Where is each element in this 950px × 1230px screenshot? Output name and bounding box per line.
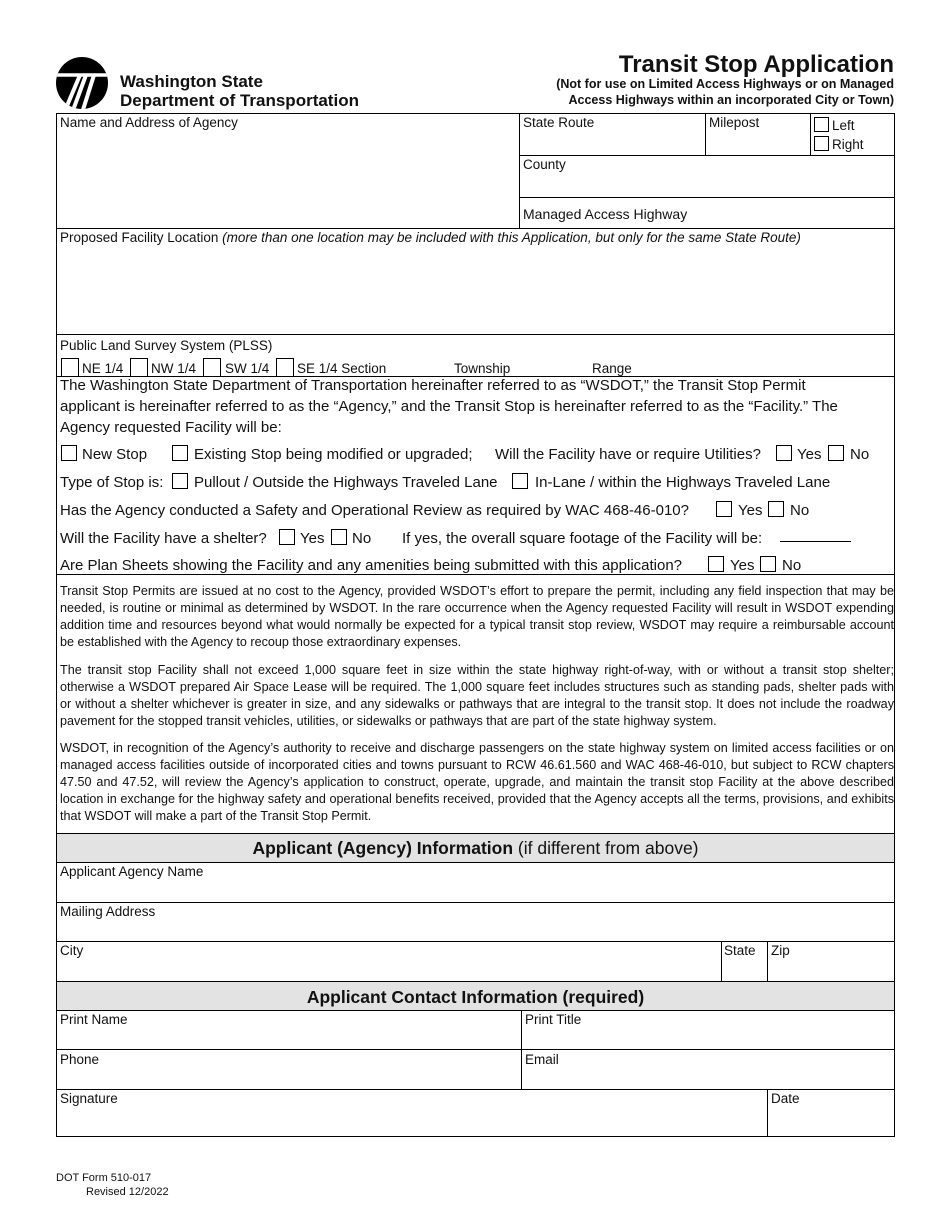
city-label: City — [60, 943, 84, 958]
plss-sw-checkbox[interactable] — [203, 358, 221, 376]
right-label: Right — [832, 137, 864, 152]
applicant-info-title: Applicant (Agency) Information — [252, 838, 514, 858]
left-checkbox[interactable] — [814, 117, 829, 132]
inlane-checkbox[interactable] — [512, 473, 528, 489]
safety-yes-label: Yes — [738, 502, 763, 519]
pullout-label: Pullout / Outside the Highways Traveled Lane — [194, 474, 498, 491]
intro-line2: applicant is hereinafter referred to as the “Agency,” and the Transit Stop is hereinafter referred to as the “Facility.” The — [60, 398, 838, 415]
org-line1: Washington State — [120, 72, 263, 91]
existing-stop-checkbox[interactable] — [172, 445, 188, 461]
safety-no-label: No — [790, 502, 810, 519]
applicant-info-heading — [57, 838, 894, 858]
zip-label: Zip — [771, 943, 790, 958]
shelter-yes-label: Yes — [300, 530, 325, 547]
milepost-label: Milepost — [709, 115, 760, 130]
left-label: Left — [832, 118, 855, 133]
form-number: DOT Form 510-017 — [56, 1172, 152, 1184]
signature-field[interactable] — [57, 1090, 767, 1136]
state-route-label: State Route — [523, 115, 595, 130]
safety-no-checkbox[interactable] — [768, 501, 784, 517]
form-revised: Revised 12/2022 — [86, 1186, 169, 1198]
plan-no-checkbox[interactable] — [760, 556, 776, 572]
utilities-no-checkbox[interactable] — [828, 445, 844, 461]
size-paragraph: The transit stop Facility shall not exceed 1,000 square feet in size within the state highway right-of-way, with or without a transit stop shelter; otherwise a WSDOT prepared Air Space Lease will be required. The 1,000 square feet includes structures such as standing pads, shelter pads with or without a shelter whichever is greater in size, and any sidewalks or pathways that are integral to the transit stop. It does not include the roadway pavement for the stopped transit vehicles, utilities, or sidewalks or pathways that are part of the state highway system. — [60, 663, 894, 728]
plan-yes-checkbox[interactable] — [708, 556, 724, 572]
plss-label: Public Land Survey System (PLSS) — [60, 338, 273, 353]
state-label: State — [724, 943, 756, 958]
utilities-no-label: No — [850, 446, 870, 463]
email-field[interactable] — [522, 1050, 894, 1089]
pullout-checkbox[interactable] — [172, 473, 188, 489]
facility-location-label — [60, 230, 801, 246]
org-name — [120, 72, 359, 110]
utilities-yes-label: Yes — [797, 446, 822, 463]
page-title: Transit Stop Application — [618, 51, 894, 78]
plss-ne-checkbox[interactable] — [61, 358, 79, 376]
shelter-no-label: No — [352, 530, 372, 547]
sqft-question: If yes, the overall square footage of the Facility will be: — [402, 530, 763, 547]
plss-nw-checkbox[interactable] — [130, 358, 148, 376]
mailing-address-label: Mailing Address — [60, 904, 156, 919]
plss-range-label: Range — [592, 361, 632, 376]
city-field[interactable] — [57, 942, 721, 981]
new-stop-checkbox[interactable] — [61, 445, 77, 461]
signature-label: Signature — [60, 1091, 118, 1106]
subtitle-line2: Access Highways within an incorporated City or Town) — [568, 92, 894, 107]
utilities-question: Will the Facility have or require Utilities? — [495, 446, 761, 463]
shelter-question: Will the Facility have a shelter? — [60, 530, 267, 547]
wsdot-logo-icon — [56, 55, 108, 111]
safety-question: Has the Agency conducted a Safety and Operational Review as required by WAC 468-46-010? — [60, 502, 689, 519]
new-stop-label: New Stop — [82, 446, 148, 463]
utilities-yes-checkbox[interactable] — [776, 445, 792, 461]
right-checkbox[interactable] — [814, 136, 829, 151]
date-label: Date — [771, 1091, 800, 1106]
subtitle-line1: (Not for use on Limited Access Highways or on Managed — [556, 77, 894, 91]
plss-township-label: Township — [454, 361, 511, 376]
facility-location-note: (more than one location may be included with this Application, but only for the same State Route) — [222, 230, 801, 245]
print-name-label: Print Name — [60, 1012, 128, 1027]
applicant-info-note: (if different from above) — [517, 838, 699, 858]
authority-paragraph: WSDOT, in recognition of the Agency’s authority to receive and discharge passengers on the state highway system on limited access facilities or on managed access facilities outside of incorporated cities and towns pursuant to RCW 46.61.560 and WAC 468-46-010, but subject to RCW chapters 47.50 and 47.52, will review the Agency’s application to construct, operate, upgrade, and maintain the transit stop Facility at the above described location in exchange for the highway safety and operational benefits received, provided that the Agency accepts all the terms, provisions, and exhibits that WSDOT will make a part of the Transit Stop Permit. — [60, 741, 894, 823]
sqft-input-line[interactable] — [780, 541, 851, 542]
intro-line3: Agency requested Facility will be: — [60, 419, 282, 436]
plss-se-section-label: SE 1/4 Section — [297, 361, 387, 376]
print-title-label: Print Title — [525, 1012, 582, 1027]
safety-yes-checkbox[interactable] — [716, 501, 732, 517]
county-label: County — [523, 157, 566, 172]
existing-stop-label: Existing Stop being modified or upgraded; — [194, 446, 473, 463]
facility-location-title: Proposed Facility Location — [60, 230, 219, 245]
plss-sw-label: SW 1/4 — [225, 361, 270, 376]
type-of-stop-label: Type of Stop is: — [60, 474, 164, 491]
applicant-agency-name-label: Applicant Agency Name — [60, 864, 204, 879]
managed-access-label: Managed Access Highway — [523, 206, 688, 222]
plan-yes-label: Yes — [730, 557, 755, 574]
intro-line1: The Washington State Department of Transportation hereinafter referred to as “WSDOT,” the Transit Stop Permit — [60, 377, 806, 394]
shelter-no-checkbox[interactable] — [331, 529, 347, 545]
inlane-label: In-Lane / within the Highways Traveled Lane — [535, 474, 831, 491]
agency-name-address-label: Name and Address of Agency — [60, 115, 238, 130]
plss-nw-label: NW 1/4 — [151, 361, 197, 376]
plss-se-checkbox[interactable] — [276, 358, 294, 376]
email-label: Email — [525, 1052, 559, 1067]
phone-label: Phone — [60, 1052, 100, 1067]
cost-paragraph: Transit Stop Permits are issued at no cost to the Agency, provided WSDOT’s effort to prepare the permit, including any field inspection that may be needed, is routine or minimal as determined by WSDOT. In the rare occurrence when the Agency requested Facility will result in WSDOT expending addition time and resources beyond what would normally be expected for a typical transit stop review, WSDOT may require a reimbursable account be established with the Agency to recoup those extraordinary expenses. — [60, 584, 894, 649]
shelter-yes-checkbox[interactable] — [279, 529, 295, 545]
contact-info-heading: Applicant Contact Information (required) — [306, 987, 645, 1007]
page-subtitle — [556, 77, 894, 108]
agency-name-address-field[interactable] — [57, 114, 519, 228]
org-line2: Department of Transportation — [120, 91, 359, 110]
plan-sheets-question: Are Plan Sheets showing the Facility and any amenities being submitted with this application? — [60, 557, 683, 574]
plan-no-label: No — [782, 557, 802, 574]
mailing-address-field[interactable] — [57, 903, 894, 941]
phone-field[interactable] — [57, 1050, 521, 1089]
plss-ne-label: NE 1/4 — [82, 361, 124, 376]
county-field[interactable] — [520, 156, 894, 197]
